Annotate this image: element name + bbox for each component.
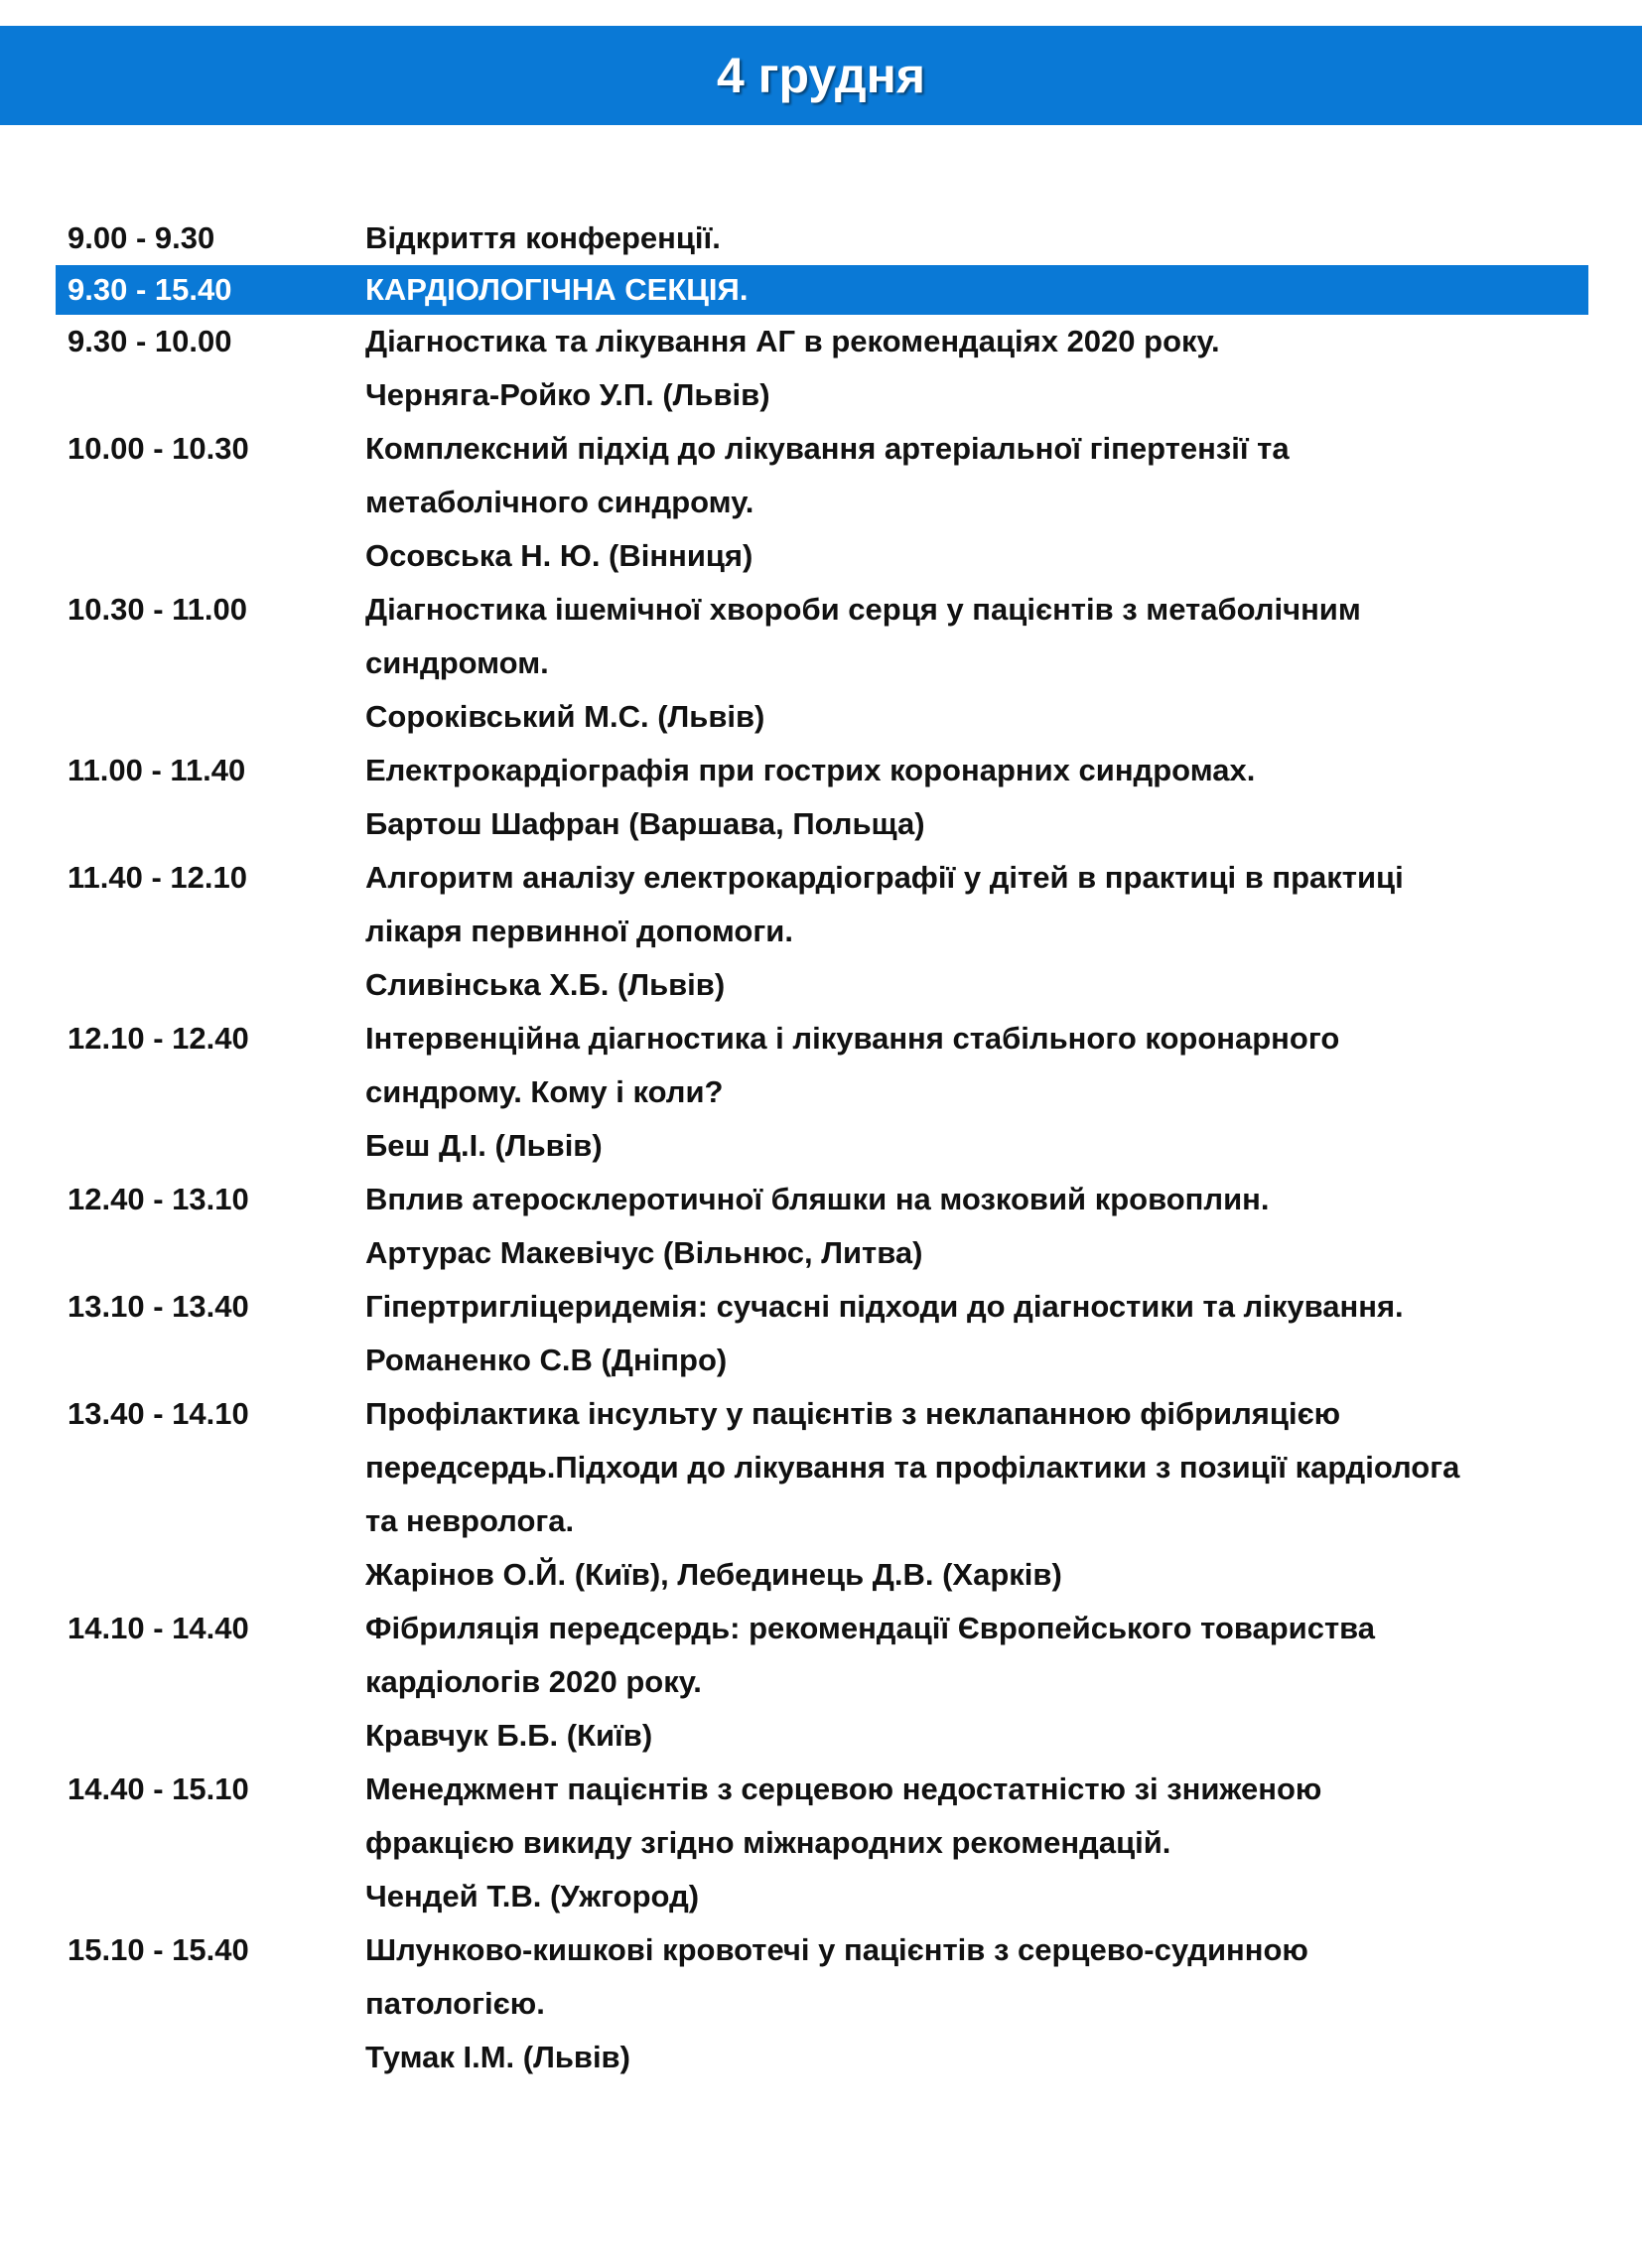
speaker-name: Артурас Макевічус (Вільнюс, Литва) <box>365 1235 923 1270</box>
talk-content <box>365 1280 1588 1387</box>
talk-content <box>365 1763 1588 1923</box>
talk-title-line: кардіологів 2020 року. <box>365 1664 702 1699</box>
talk-title-line: Шлунково-кишкові кровотечі у пацієнтів з серцево-судинною <box>365 1932 1308 1967</box>
talk-title-line: метаболічного синдрому. <box>365 485 754 519</box>
talk-content <box>365 1012 1588 1173</box>
talk-title-line: та невролога. <box>365 1503 575 1538</box>
talk-row <box>56 583 1588 744</box>
speaker-name: Сороківський М.С. (Львів) <box>365 699 765 734</box>
talk-row <box>56 1280 1588 1387</box>
talk-title-line: Гіпертригліцеридемія: сучасні підходи до діагностики та лікування. <box>365 1289 1404 1324</box>
time-slot: 14.10 - 14.40 <box>68 1611 249 1645</box>
talk-content <box>365 583 1588 744</box>
time-slot: 11.40 - 12.10 <box>68 860 247 895</box>
section-header-row <box>56 265 1588 315</box>
talk-title-line: Алгоритм аналізу електрокардіографії у дітей в практиці в практиці <box>365 860 1404 895</box>
section-content <box>365 265 1588 315</box>
talk-content <box>365 1173 1588 1280</box>
talk-row <box>56 1012 1588 1173</box>
section-time-slot: 9.30 - 15.40 <box>68 272 232 307</box>
speaker-name: Сливінська Х.Б. (Львів) <box>365 967 726 1002</box>
talk-row <box>56 1602 1588 1763</box>
talk-title-line: Комплексний підхід до лікування артеріальної гіпертензії та <box>365 431 1290 466</box>
speaker-name: Осовська Н. Ю. (Вінниця) <box>365 538 753 573</box>
talk-content <box>365 1602 1588 1763</box>
speaker-name: Беш Д.І. (Львів) <box>365 1128 603 1163</box>
talk-row <box>56 1387 1588 1602</box>
talk-row <box>56 1173 1588 1280</box>
talk-row <box>56 851 1588 1012</box>
time-slot: 13.10 - 13.40 <box>68 1289 249 1324</box>
speaker-name: Тумак І.М. (Львів) <box>365 2040 630 2074</box>
talk-content <box>365 744 1588 851</box>
talk-row <box>56 422 1588 583</box>
talk-row <box>56 744 1588 851</box>
talk-title-line: Діагностика та лікування АГ в рекомендаціях 2020 року. <box>365 324 1220 358</box>
time-slot: 9.30 - 10.00 <box>68 324 232 358</box>
speaker-name: Романенко С.В (Дніпро) <box>365 1343 728 1377</box>
speaker-name: Кравчук Б.Б. (Київ) <box>365 1718 653 1753</box>
talk-content <box>365 851 1588 1012</box>
time-slot: 14.40 - 15.10 <box>68 1772 249 1806</box>
talk-content <box>365 422 1588 583</box>
talk-title-line: патологією. <box>365 1986 545 2021</box>
time-slot: 12.40 - 13.10 <box>68 1182 249 1216</box>
speaker-name: Черняга-Ройко У.П. (Львів) <box>365 377 770 412</box>
talk-title-line: передсердь.Підходи до лікування та профілактики з позиції кардіолога <box>365 1450 1460 1485</box>
time-slot: 15.10 - 15.40 <box>68 1932 249 1967</box>
talk-title-line: Електрокардіографія при гострих коронарних синдромах. <box>365 753 1256 787</box>
date-header-banner <box>0 26 1642 125</box>
talk-title-line: Менеджмент пацієнтів з серцевою недостатністю зі зниженою <box>365 1772 1322 1806</box>
talk-content <box>365 1923 1588 2084</box>
speaker-name: Бартош Шафран (Варшава, Польща) <box>365 806 925 841</box>
time-slot: 13.40 - 14.10 <box>68 1396 249 1431</box>
session-content <box>365 212 1588 265</box>
page-title: 4 грудня <box>716 48 926 103</box>
speaker-name: Чендей Т.В. (Ужгород) <box>365 1879 700 1914</box>
talk-title-line: синдрому. Кому і коли? <box>365 1074 724 1109</box>
talks-list <box>56 315 1588 2084</box>
time-slot: 12.10 - 12.40 <box>68 1021 249 1056</box>
time-slot: 11.00 - 11.40 <box>68 753 246 787</box>
talk-row <box>56 315 1588 422</box>
speaker-name: Жарінов О.Й. (Київ), Лебединець Д.В. (Харків) <box>365 1557 1062 1592</box>
schedule-row-opening <box>56 212 1588 265</box>
talk-title-line: синдромом. <box>365 645 549 680</box>
talk-title-line: фракцією викиду згідно міжнародних рекомендацій. <box>365 1825 1171 1860</box>
schedule-table <box>56 212 1588 2084</box>
talk-title-line: Інтервенційна діагностика і лікування стабільного коронарного <box>365 1021 1340 1056</box>
talk-title-line: Профілактика інсульту у пацієнтів з неклапанною фібриляцією <box>365 1396 1341 1431</box>
talk-title-line: Фібриляція передсердь: рекомендації Європейського товариства <box>365 1611 1376 1645</box>
talk-row <box>56 1923 1588 2084</box>
time-slot: 10.00 - 10.30 <box>68 431 249 466</box>
section-title: КАРДІОЛОГІЧНА СЕКЦІЯ. <box>365 272 749 307</box>
session-title: Відкриття конференції. <box>365 220 721 255</box>
talk-row <box>56 1763 1588 1923</box>
time-slot: 9.00 - 9.30 <box>68 220 215 255</box>
time-slot: 10.30 - 11.00 <box>68 592 247 627</box>
talk-title-line: лікаря первинної допомоги. <box>365 914 793 948</box>
talk-title-line: Діагностика ішемічної хвороби серця у пацієнтів з метаболічним <box>365 592 1361 627</box>
talk-title-line: Вплив атеросклеротичної бляшки на мозковий кровоплин. <box>365 1182 1270 1216</box>
talk-content <box>365 1387 1588 1602</box>
talk-content <box>365 315 1588 422</box>
